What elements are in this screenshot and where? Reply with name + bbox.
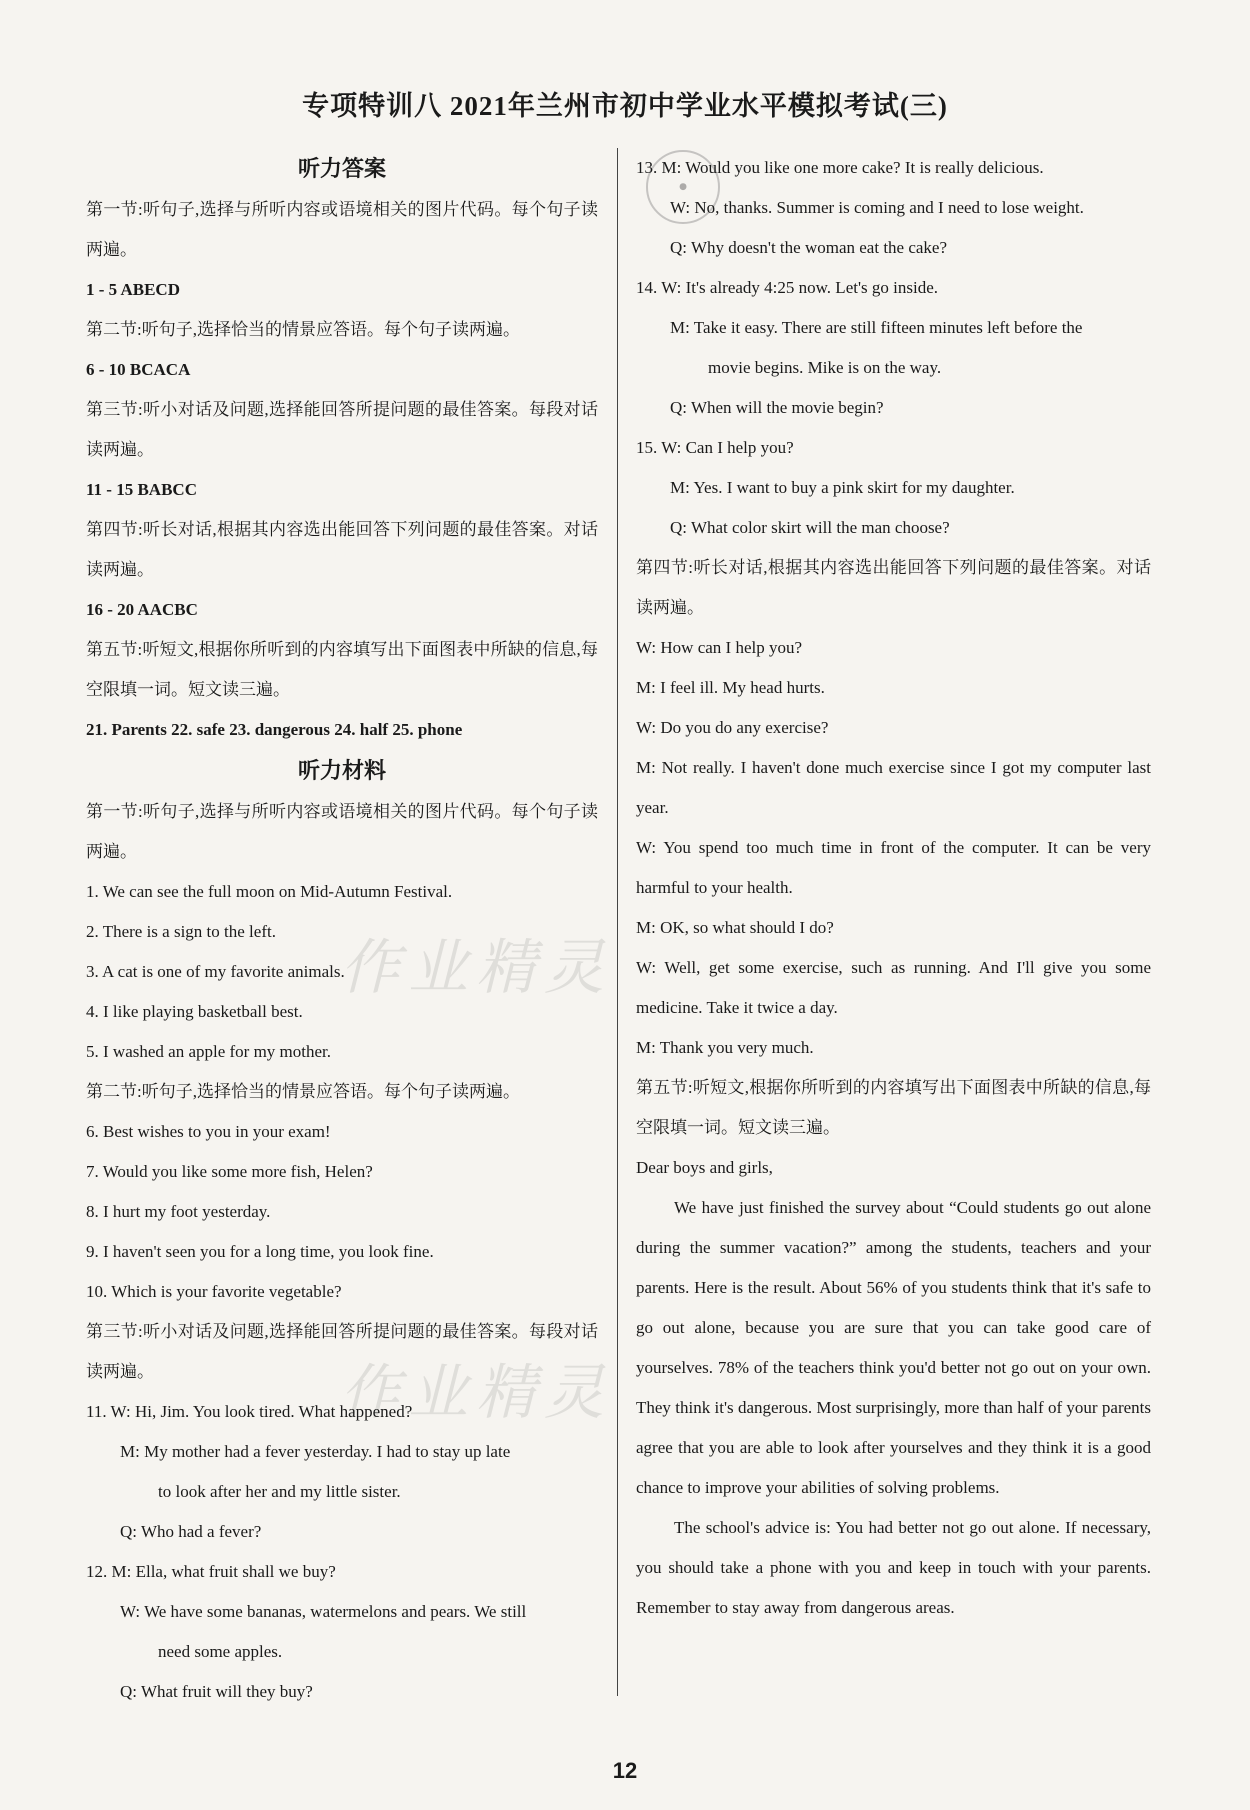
- question-9: 9. I haven't seen you for a long time, you look fine.: [86, 1242, 434, 1261]
- dialog-13-line-1: 13. M: Would you like one more cake? It is really delicious.: [636, 158, 1044, 177]
- question-10: 10. Which is your favorite vegetable?: [86, 1282, 342, 1301]
- passage-paragraph-2: The school's advice is: You had better not go out alone. If necessary, you should take a phone with you and keep in touch with your parents. Remember to stay away from dangerous areas.: [636, 1518, 1151, 1617]
- page-number: 12: [612, 1758, 638, 1783]
- watermark-1: 作业精灵: [340, 933, 612, 1003]
- long-dialog-line-8: M: Thank you very much.: [636, 1038, 814, 1057]
- dialog-11-line-3: to look after her and my little sister.: [158, 1482, 401, 1501]
- dialog-13-line-2: W: No, thanks. Summer is coming and I need to lose weight.: [670, 198, 1084, 217]
- answers-section-3: 第三节:听小对话及问题,选择能回答所提问题的最佳答案。每段对话读两遍。: [86, 400, 598, 459]
- materials-section-1: 第一节:听句子,选择与所听内容或语境相关的图片代码。每个句子读两遍。: [86, 802, 598, 861]
- long-dialog-line-1: W: How can I help you?: [636, 638, 803, 657]
- question-7: 7. Would you like some more fish, Helen?: [86, 1162, 373, 1181]
- answers-heading: 听力答案: [297, 156, 386, 181]
- long-dialog-line-5: W: You spend too much time in front of the computer. It can be very harmful to your health.: [636, 838, 1151, 897]
- question-2: 2. There is a sign to the left.: [86, 922, 276, 941]
- answers-section-2: 第二节:听句子,选择恰当的情景应答语。每个句子读两遍。: [86, 320, 520, 339]
- dialog-15-line-1: 15. W: Can I help you?: [636, 438, 794, 457]
- question-4: 4. I like playing basketball best.: [86, 1002, 303, 1021]
- answers-section-4: 第四节:听长对话,根据其内容选出能回答下列问题的最佳答案。对话读两遍。: [86, 520, 598, 579]
- answers-section-5: 第五节:听短文,根据你所听到的内容填写出下面图表中所缺的信息,每空限填一词。短文读三遍。: [86, 640, 598, 699]
- dialog-12-line-2: W: We have some bananas, watermelons and pears. We still: [120, 1602, 527, 1621]
- materials-section-5: 第五节:听短文,根据你所听到的内容填写出下面图表中所缺的信息,每空限填一词。短文读三遍。: [636, 1078, 1151, 1137]
- dialog-15-question: Q: What color skirt will the man choose?: [670, 518, 950, 537]
- column-divider: [617, 148, 618, 1696]
- question-1: 1. We can see the full moon on Mid-Autumn Festival.: [86, 882, 453, 901]
- materials-section-4: 第四节:听长对话,根据其内容选出能回答下列问题的最佳答案。对话读两遍。: [636, 558, 1151, 617]
- question-6: 6. Best wishes to you in your exam!: [86, 1122, 331, 1141]
- long-dialog-line-6: M: OK, so what should I do?: [636, 918, 834, 937]
- materials-section-2: 第二节:听句子,选择恰当的情景应答语。每个句子读两遍。: [86, 1082, 520, 1101]
- long-dialog-line-2: M: I feel ill. My head hurts.: [636, 678, 825, 697]
- page-title: 专项特训八 2021年兰州市初中学业水平模拟考试(三): [302, 91, 948, 121]
- answers-section-1: 第一节:听句子,选择与所听内容或语境相关的图片代码。每个句子读两遍。: [86, 200, 598, 259]
- dialog-13-question: Q: Why doesn't the woman eat the cake?: [670, 238, 948, 257]
- watermark-2: 作业精灵: [340, 1358, 612, 1428]
- question-8: 8. I hurt my foot yesterday.: [86, 1202, 271, 1221]
- right-column: [636, 148, 1151, 1628]
- answers-6-10: 6 - 10 BCACA: [86, 360, 191, 379]
- dialog-14-line-3: movie begins. Mike is on the way.: [708, 358, 942, 377]
- long-dialog-line-7: W: Well, get some exercise, such as running. And I'll give you some medicine. Take it twice a day.: [636, 958, 1151, 1017]
- left-column: [86, 148, 598, 1712]
- dialog-12-line-1: 12. M: Ella, what fruit shall we buy?: [86, 1562, 336, 1581]
- long-dialog-line-4: M: Not really. I haven't done much exercise since I got my computer last year.: [636, 758, 1151, 817]
- materials-heading: 听力材料: [297, 758, 386, 783]
- answers-16-20: 16 - 20 AACBC: [86, 600, 198, 619]
- dialog-14-line-1: 14. W: It's already 4:25 now. Let's go inside.: [636, 278, 938, 297]
- answers-21-25: 21. Parents 22. safe 23. dangerous 24. half 25. phone: [86, 720, 463, 739]
- dialog-11-line-1: 11. W: Hi, Jim. You look tired. What happened?: [86, 1402, 413, 1421]
- long-dialog-line-3: W: Do you do any exercise?: [636, 718, 829, 737]
- dialog-15-line-2: M: Yes. I want to buy a pink skirt for my daughter.: [670, 478, 1015, 497]
- answers-11-15: 11 - 15 BABCC: [86, 480, 197, 499]
- passage-salutation: Dear boys and girls,: [636, 1158, 773, 1177]
- dialog-14-question: Q: When will the movie begin?: [670, 398, 884, 417]
- question-5: 5. I washed an apple for my mother.: [86, 1042, 332, 1061]
- passage-paragraph-1: We have just finished the survey about “Could students go out alone during the summer vacation?” among the students, teachers and your parents. Here is the result. About 56% of you students think that it's safe to go out alone, because you are sure that you can take good care of yourselves. 78% of the teachers think you'd better not go out on your own. They think it's dangerous. Most surprisingly, more than half of your parents agree that you are able to look after yourselves and they think it is a good chance to improve your abilities of solving problems.: [636, 1198, 1151, 1497]
- materials-section-3: 第三节:听小对话及问题,选择能回答所提问题的最佳答案。每段对话读两遍。: [86, 1322, 598, 1381]
- question-3: 3. A cat is one of my favorite animals.: [86, 962, 345, 981]
- dialog-12-line-3: need some apples.: [158, 1642, 283, 1661]
- ownership-stamp: ●: [646, 150, 720, 224]
- dialog-14-line-2: M: Take it easy. There are still fifteen minutes left before the: [670, 318, 1083, 337]
- dialog-11-line-2: M: My mother had a fever yesterday. I had to stay up late: [120, 1442, 511, 1461]
- dialog-12-question: Q: What fruit will they buy?: [120, 1682, 313, 1701]
- dialog-11-question: Q: Who had a fever?: [120, 1522, 262, 1541]
- answers-1-5: 1 - 5 ABECD: [86, 280, 180, 299]
